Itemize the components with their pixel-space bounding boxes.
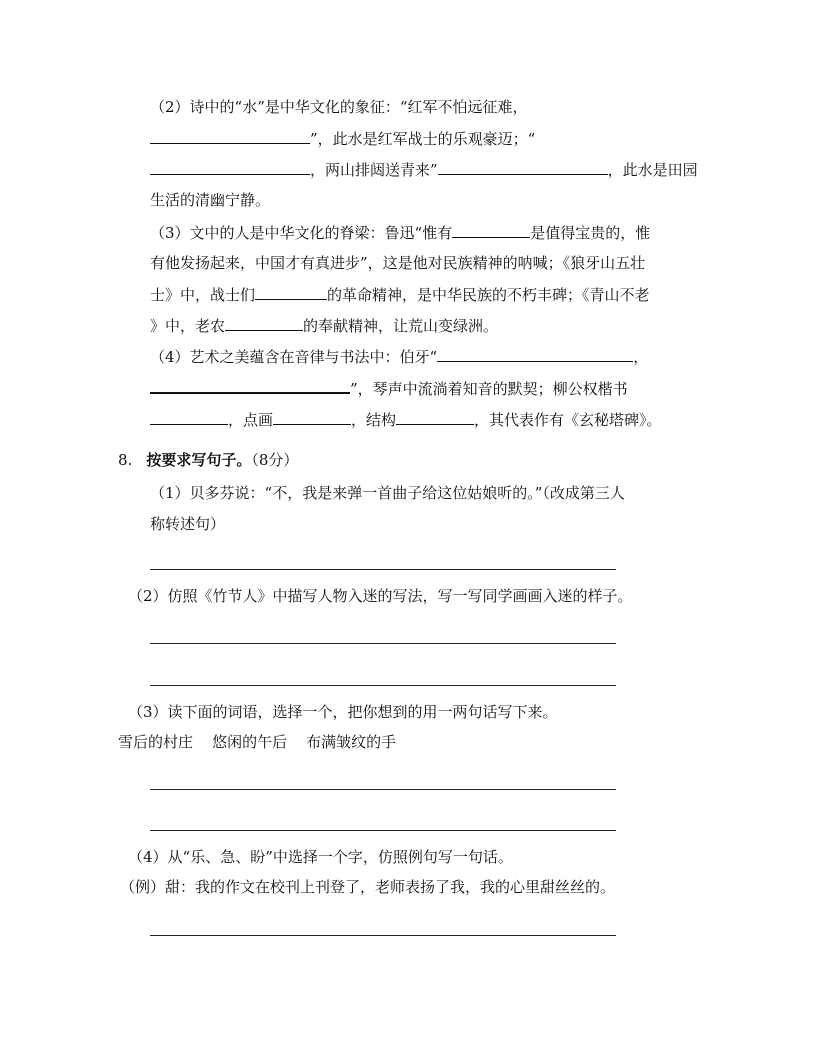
- fill-blank[interactable]: [438, 159, 608, 175]
- text: 士》中，战士们: [150, 286, 256, 304]
- q8-sub1-line1: （1）贝多芬说：“不，我是来弹一首曲子给这位姑娘听的。”（改成第三人: [150, 484, 625, 502]
- q8-sub3: （3）读下面的词语，选择一个，把你想到的用一两句话写下来。: [128, 703, 558, 721]
- q7-part3-line2: 有他发扬起来，中国才有真进步”，这是他对民族精神的呐喊；《狼牙山五壮: [150, 254, 646, 272]
- q7-part4-line3: [150, 409, 662, 430]
- fill-blank[interactable]: [150, 409, 228, 425]
- q7-part3-line1: [150, 222, 650, 243]
- question-score: （8分）: [251, 451, 299, 469]
- q7-part3-line4: [150, 315, 498, 336]
- fill-blank[interactable]: [150, 377, 350, 394]
- text: ，结构: [351, 411, 397, 429]
- text: 的奉献精神，让荒山变绿洲。: [303, 317, 499, 335]
- text: 的革命精神，是中华民族的不朽丰碑；《青山不老: [327, 286, 650, 304]
- fill-blank[interactable]: [150, 159, 310, 175]
- answer-line[interactable]: [150, 643, 616, 644]
- q8-sub3-words: 雪后的村庄 悠闲的午后 布满皱纹的手: [118, 733, 397, 751]
- fill-blank[interactable]: [273, 409, 351, 425]
- fill-blank[interactable]: [452, 222, 530, 238]
- q7-part2-line1: （2）诗中的“水”是中华文化的象征：“红军不怕远征难，: [150, 98, 528, 116]
- fill-blank[interactable]: [396, 409, 474, 425]
- question-title: 按要求写句子。: [146, 451, 252, 469]
- text: ，点画: [228, 411, 274, 429]
- text: ”，此水是红军战士的乐观豪迈；“: [310, 130, 536, 148]
- answer-line[interactable]: [150, 569, 616, 570]
- q8-sub1-line2: 称转述句）: [150, 515, 226, 533]
- fill-blank[interactable]: [225, 315, 303, 331]
- q8-sub4: （4）从“乐、急、盼”中选择一个字，仿照例句写一句话。: [128, 848, 513, 866]
- q7-part4-line2: [150, 377, 628, 399]
- q7-part3-line3: [150, 284, 650, 305]
- text: ”，琴声中流淌着知音的默契；柳公权楷书: [350, 380, 628, 398]
- text: ，: [633, 348, 649, 366]
- answer-line[interactable]: [150, 935, 616, 936]
- q7-part2-line4: 生活的清幽宁静。: [150, 191, 271, 209]
- fill-blank[interactable]: [437, 346, 633, 362]
- q7-part4-line1: [150, 346, 648, 367]
- fill-blank[interactable]: [150, 128, 310, 144]
- q7-part2-line3: [150, 159, 698, 180]
- answer-line[interactable]: [150, 789, 616, 790]
- fill-blank[interactable]: [255, 284, 327, 300]
- text: 是值得宝贵的，惟: [530, 224, 651, 242]
- q8-header: [118, 450, 298, 470]
- answer-line[interactable]: [150, 685, 616, 686]
- text: 》中，老农: [150, 317, 226, 335]
- text: ，此水是田园: [607, 161, 698, 179]
- text: （3）文中的人是中华文化的脊梁：鲁迅“惟有: [150, 224, 453, 242]
- q7-part2-line2: [150, 128, 535, 149]
- text: ，其代表作有《玄秘塔碑》。: [474, 411, 662, 429]
- q8-sub4-example: （例）甜：我的作文在校刊上刊登了，老师表扬了我，我的心里甜丝丝的。: [120, 878, 616, 896]
- answer-line[interactable]: [150, 830, 616, 831]
- question-number: 8.: [118, 451, 133, 469]
- text: ，两山排闼送青来”: [310, 161, 438, 179]
- text: （4）艺术之美蕴含在音律与书法中：伯牙“: [150, 348, 438, 366]
- q8-sub2: （2）仿照《竹节人》中描写人物入迷的写法，写一写同学画画入迷的样子。: [128, 587, 633, 605]
